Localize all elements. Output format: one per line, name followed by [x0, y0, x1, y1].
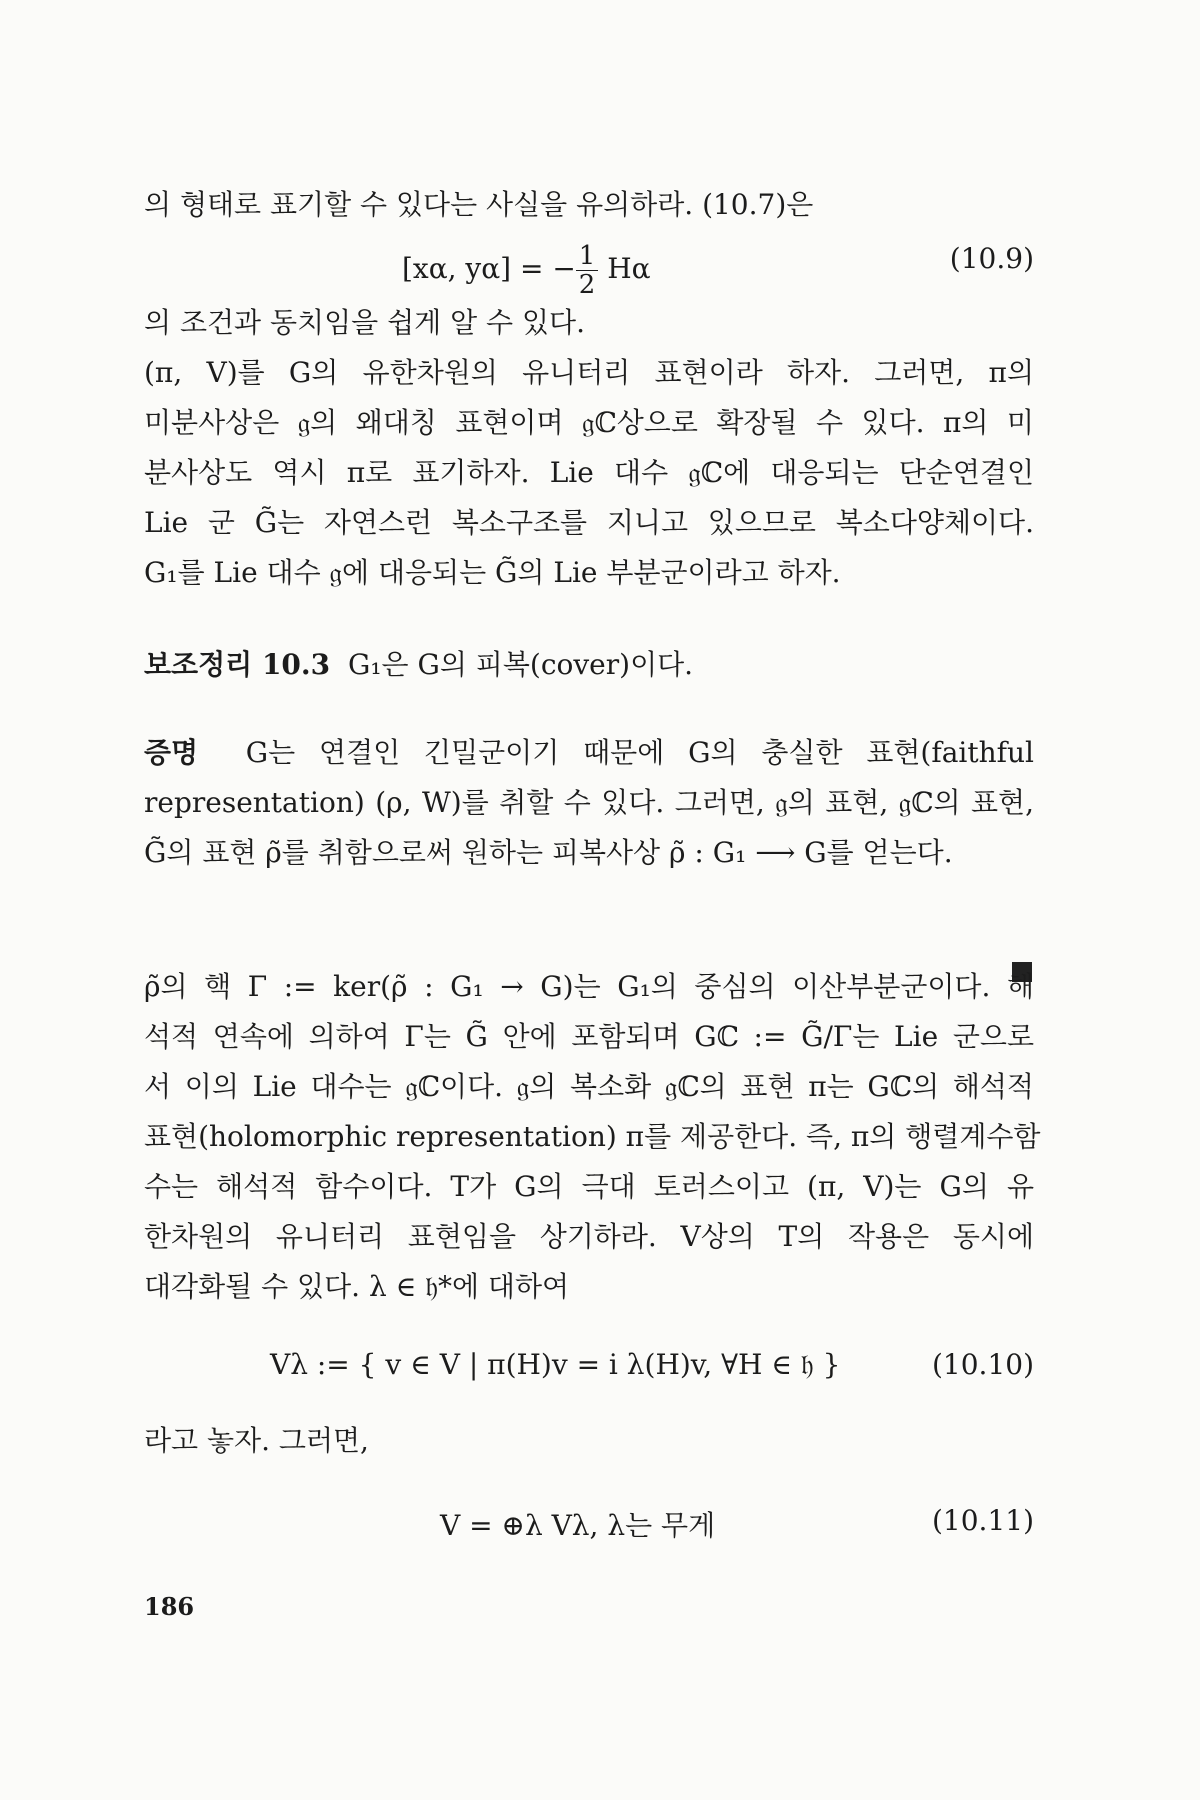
text-line: Lie 군 G̃는 자연스런 복소구조를 지니고 있으므로 복소다양체이다. [144, 506, 1034, 539]
text-line: 수는 해석적 함수이다. T가 G의 극대 토러스이고 (π, V)는 G의 유 [144, 1170, 1034, 1203]
text-line: ρ̃의 핵 Γ := ker(ρ̃ : G₁ → G)는 G₁의 중심의 이산부분군이다. 해 [144, 970, 1034, 1003]
lemma-line [144, 644, 1034, 686]
text-line: 대각화될 수 있다. λ ∈ 𝔥*에 대하여 [144, 1270, 570, 1303]
text-line: (π, V)를 G의 유한차원의 유니터리 표현이라 하자. 그러면, π의 [144, 356, 1034, 389]
text-line: representation) (ρ, W)를 취할 수 있다. 그러면, 𝔤의 표현, 𝔤ℂ의 표현, [144, 786, 1034, 819]
text-line: 표현(holomorphic representation) π를 제공한다. 즉, π의 행렬계수함 [144, 1120, 1041, 1153]
page-number: 186 [144, 1592, 195, 1621]
equation-10-11 [144, 1494, 1034, 1554]
equation-10-9 [144, 232, 1034, 300]
text-line: G̃의 표현 ρ̃를 취함으로써 원하는 피복사상 ρ̃ : G₁ ⟶ G를 얻는다. [144, 836, 953, 869]
equation-number: (10.9) [949, 242, 1034, 275]
equation-number: (10.11) [931, 1504, 1034, 1537]
proof-label: 증명 [144, 736, 199, 769]
text-line: 분사상도 역시 π로 표기하자. Lie 대수 𝔤ℂ에 대응되는 단순연결인 [144, 456, 1034, 489]
equation-rhs: Hα [607, 252, 651, 285]
equation-10-10 [144, 1338, 1034, 1398]
fraction-numerator: 1 [576, 242, 599, 271]
text-line: 한차원의 유니터리 표현임을 상기하라. V상의 T의 작용은 동시에 [144, 1220, 1034, 1253]
proof-line [144, 732, 1034, 774]
proof-text: G는 연결인 긴밀군이기 때문에 G의 충실한 표현(faithful [245, 736, 1034, 769]
text-line: 서 이의 Lie 대수는 𝔤ℂ이다. 𝔤의 복소화 𝔤ℂ의 표현 π는 Gℂ의 해석적 [144, 1070, 1034, 1103]
text-line: 석적 연속에 의하여 Γ는 G̃ 안에 포함되며 Gℂ := G̃/Γ는 Lie 군으로 [144, 1020, 1034, 1053]
lemma-text: G₁은 G의 피복(cover)이다. [347, 648, 694, 681]
equation-body [402, 242, 651, 299]
equation-lhs: [xα, yα] = − [402, 252, 576, 285]
fraction-denominator: 2 [578, 270, 596, 300]
equation-number: (10.10) [931, 1348, 1034, 1381]
text-line: G₁를 Lie 대수 𝔤에 대응되는 G̃의 Lie 부분군이라고 하자. [144, 556, 841, 589]
lemma-label: 보조정리 10.3 [144, 648, 331, 681]
equation-body: Vλ := { v ∈ V | π(H)v = i λ(H)v, ∀H ∈ 𝔥 } [270, 1348, 841, 1381]
fraction [576, 242, 599, 299]
equation-body: V = ⊕λ Vλ, λ는 무게 [440, 1509, 716, 1542]
text-line: 의 조건과 동치임을 쉽게 알 수 있다. [144, 306, 585, 339]
text-line: 미분사상은 𝔤의 왜대칭 표현이며 𝔤ℂ상으로 확장될 수 있다. π의 미 [144, 406, 1034, 439]
text-line: 의 형태로 표기할 수 있다는 사실을 유의하라. (10.7)은 [144, 188, 814, 221]
text-line: 라고 놓자. 그러면, [144, 1424, 369, 1457]
